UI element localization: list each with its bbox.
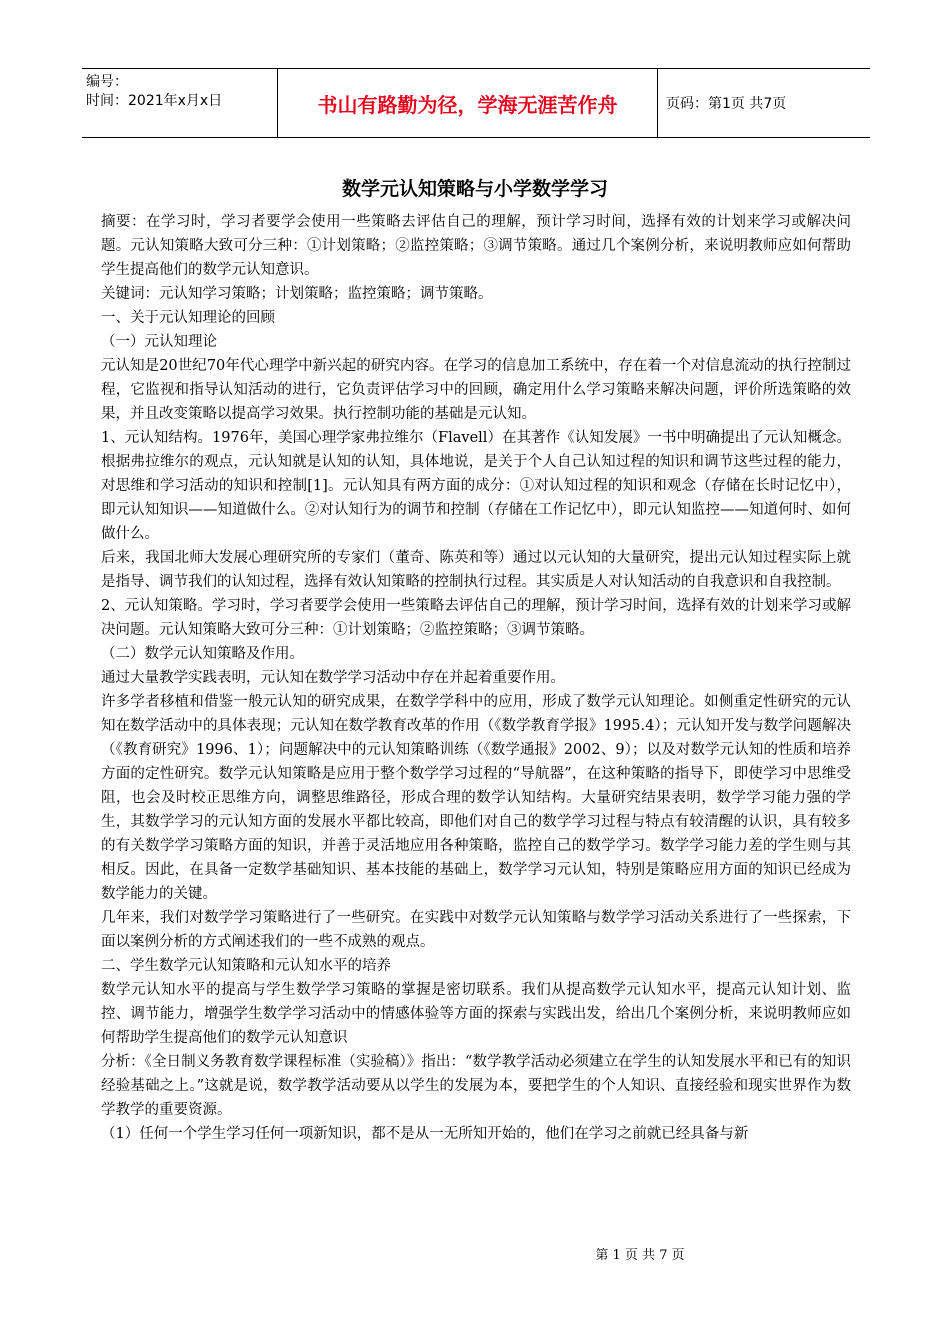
paragraph: （二）数学元认知策略及作用。 [101,646,304,662]
paragraph: 关键词：元认知学习策略；计划策略；监控策略；调节策略。 [101,286,493,302]
date-label: 时间：2021年x月x日 [86,93,223,109]
number-label: 编号： [86,74,128,90]
header-motto: 书山有路勤为径，学海无涯苦作舟 [278,69,658,137]
paragraph: 元认知是20世纪70年代心理学中新兴起的研究内容。在学习的信息加工系统中，存在着一个对信息流动的执行控制过程，它监视和指导认知活动的进行，它负责评估学习中的回顾，确定用什么学习策略来解决问题，评价所选策略的效果，并且改变策略以提高学习效果。执行控制功能的基础是元认知。 [101,358,851,422]
paragraph: 1、元认知结构。1976年，美国心理学家弗拉维尔（Flavell）在其著作《认知发展》一书中明确提出了元认知概念。根据弗拉维尔的观点，元认知就是认知的认知，具体地说，是关于个人自己认知过程的知识和调节这些过程的能力，对思维和学习活动的知识和控制[1]。元认知具有两方面的成分：①对认知过程的知识和观念（存储在长时记忆中），即元认知知识——知道做什么。②对认知行为的调节和控制（存储在工作记忆中），即元认知监控——知道何时、如何做什么。 [101,430,851,542]
document-title: 数学元认知策略与小学数学学习 [341,178,608,200]
paragraph: 数学元认知水平的提高与学生数学学习策略的掌握是密切联系。我们从提高数学元认知水平，提高元认知计划、监控、调节能力，增强学生数学学习活动中的情感体验等方面的探索与实践出发，给出几个案例分析，来说明教师应如何帮助学生提高他们的数学元认知意识 [101,982,851,1046]
header-meta [82,69,278,137]
paragraph: 后来，我国北师大发展心理研究所的专家们（董奇、陈英和等）通过以元认知的大量研究，提出元认知过程实际上就是指导、调节我们的认知过程，选择有效认知策略的控制执行过程。其实质是人对认知活动的自我意识和自我控制。 [101,550,851,590]
header-table [82,68,870,138]
document-body [101,210,851,1146]
paragraph: 一、关于元认知理论的回顾 [101,310,275,326]
paragraph: 二、学生数学元认知策略和元认知水平的培养 [101,958,391,974]
header-page-label: 页码：第1页 共7页 [666,96,787,112]
page-footer: 第 1 页 共 7 页 [595,1248,685,1263]
paragraph: （一）元认知理论 [101,334,217,350]
paragraph: 通过大量教学实践表明，元认知在数学学习活动中存在并起着重要作用。 [101,670,565,686]
paragraph: （1）任何一个学生学习任何一项新知识，都不是从一无所知开始的，他们在学习之前就已经具备与新 [101,1126,749,1142]
paragraph: 2、元认知策略。学习时，学习者要学会使用一些策略去评估自己的理解，预计学习时间，选择有效的计划来学习或解决问题。元认知策略大致可分三种：①计划策略；②监控策略；③调节策略。 [101,598,851,638]
paragraph: 几年来，我们对数学学习策略进行了一些研究。在实践中对数学元认知策略与数学学习活动关系进行了一些探索，下面以案例分析的方式阐述我们的一些不成熟的观点。 [101,910,851,950]
paragraph: 分析：《全日制义务教育数学课程标准（实验稿）》指出：“数学教学活动必须建立在学生的认知发展水平和已有的知识经验基础之上。”这就是说，数学教学活动要从以学生的发展为本，要把学生的个人知识、直接经验和现实世界作为数学教学的重要资源。 [101,1054,851,1118]
paragraph: 摘要：在学习时，学习者要学会使用一些策略去评估自己的理解，预计学习时间，选择有效的计划来学习或解决问题。元认知策略大致可分三种：①计划策略；②监控策略；③调节策略。通过几个案例分析，来说明教师应如何帮助学生提高他们的数学元认知意识。 [101,214,851,278]
paragraph: 许多学者移植和借鉴一般元认知的研究成果，在数学学科中的应用，形成了数学元认知理论。如侧重定性研究的元认知在数学活动中的具体表现；元认知在数学教育改革的作用（《数学教育学报》1995.4）；元认知开发与数学问题解决（《教育研究》1996、1）；问题解决中的元认知策略训练（《数学通报》2002、9）；以及对数学元认知的性质和培养方面的定性研究。数学元认知策略是应用于整个数学学习过程的“导航器”，在这种策略的指导下，即使学习中思维受阻，也会及时校正思维方向，调整思维路径，形成合理的数学认知结构。大量研究结果表明，数学学习能力强的学生，其数学学习的元认知方面的发展水平都比较高，即他们对自己的数学学习过程与特点有较清醒的认识，具有较多的有关数学学习策略方面的知识，并善于灵活地应用各种策略，监控自己的数学学习。数学学习能力差的学生则与其相反。因此，在具备一定数学基础知识、基本技能的基础上，数学学习元认知，特别是策略应用方面的知识已经成为数学能力的关键。 [101,694,851,902]
